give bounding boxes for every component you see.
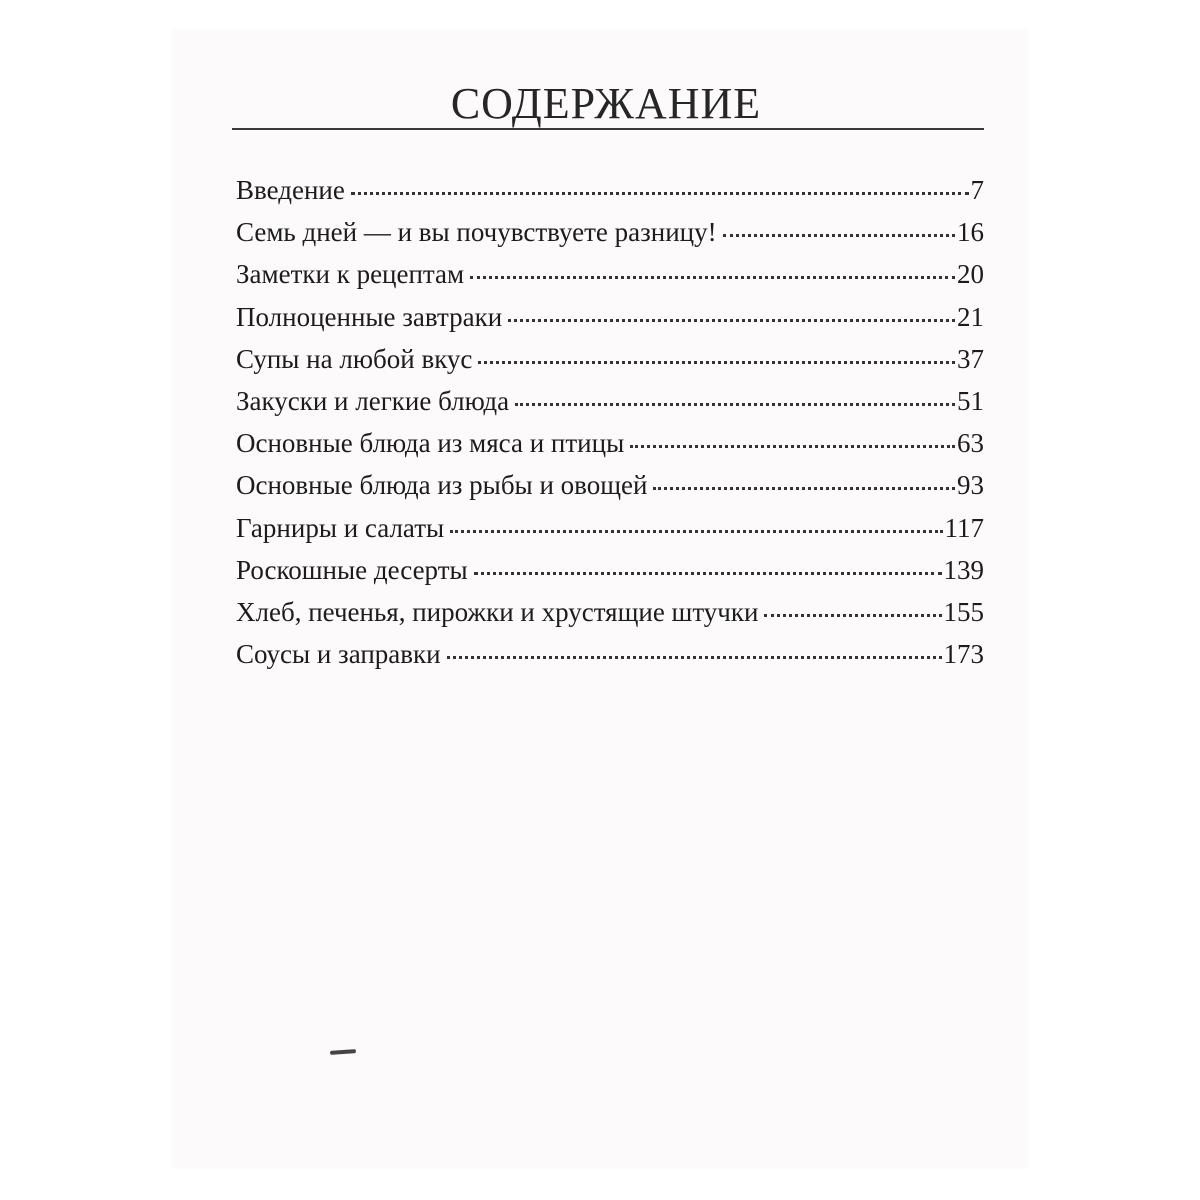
toc-entry bbox=[236, 344, 984, 386]
toc-entry bbox=[236, 428, 984, 470]
toc-entry bbox=[236, 175, 984, 217]
toc-entry-page: 37 bbox=[957, 343, 984, 374]
toc-entry-title: Супы на любой вкус bbox=[236, 343, 473, 374]
toc-entry bbox=[236, 217, 984, 259]
toc-entry-title: Хлеб, печенья, пирожки и хрустящие штучки bbox=[236, 596, 759, 627]
toc-entry-page: 21 bbox=[957, 301, 984, 332]
toc-entry-page: 16 bbox=[957, 217, 984, 248]
toc-entry-title: Закуски и легкие блюда bbox=[236, 385, 510, 416]
dot-leader bbox=[351, 192, 969, 195]
toc-entry-title: Основные блюда из мяса и птицы bbox=[236, 428, 625, 459]
toc-entry-page: 93 bbox=[957, 470, 984, 501]
dot-leader bbox=[478, 361, 955, 364]
dot-leader bbox=[723, 234, 955, 237]
toc-entry bbox=[236, 386, 984, 428]
dot-leader bbox=[515, 403, 955, 406]
toc-entry bbox=[236, 555, 984, 597]
toc-entry-page: 155 bbox=[943, 596, 984, 627]
toc-entry-page: 63 bbox=[957, 428, 984, 459]
dot-leader bbox=[630, 445, 955, 448]
toc-entry-title: Заметки к рецептам bbox=[236, 259, 465, 290]
toc-entry-title: Основные блюда из рыбы и овощей bbox=[236, 470, 648, 501]
dot-leader bbox=[764, 614, 941, 617]
toc-entry bbox=[236, 639, 984, 681]
toc-entry-page: 117 bbox=[944, 512, 984, 543]
toc-entry-title: Соусы и заправки bbox=[236, 639, 441, 670]
toc-entry-title: Полноценные завтраки bbox=[236, 301, 503, 332]
toc-entry-title: Семь дней — и вы почувствуете разницу! bbox=[236, 217, 717, 248]
toc-entry-page: 51 bbox=[957, 385, 984, 416]
dot-leader bbox=[474, 572, 942, 575]
toc-entry-page: 7 bbox=[970, 175, 984, 205]
dot-leader bbox=[447, 656, 942, 659]
title-rule bbox=[232, 128, 984, 130]
dot-leader bbox=[450, 530, 942, 533]
toc-entry-title: Введение bbox=[236, 175, 345, 205]
toc-entry bbox=[236, 259, 984, 301]
toc-entry bbox=[236, 597, 984, 639]
toc-entry-title: Роскошные десерты bbox=[236, 554, 468, 585]
toc-entry-page: 173 bbox=[943, 639, 984, 670]
toc-entry-title: Гарниры и салаты bbox=[236, 512, 445, 543]
toc-entry bbox=[236, 302, 984, 344]
dot-leader bbox=[470, 276, 955, 279]
page-title: СОДЕРЖАНИЕ bbox=[450, 79, 762, 128]
dot-leader bbox=[508, 319, 955, 322]
toc-entry bbox=[236, 470, 984, 512]
toc-entry bbox=[236, 513, 984, 555]
toc-entry-page: 139 bbox=[943, 554, 984, 585]
toc-entry-page: 20 bbox=[957, 259, 984, 290]
dot-leader bbox=[653, 487, 955, 490]
table-of-contents bbox=[236, 175, 984, 681]
